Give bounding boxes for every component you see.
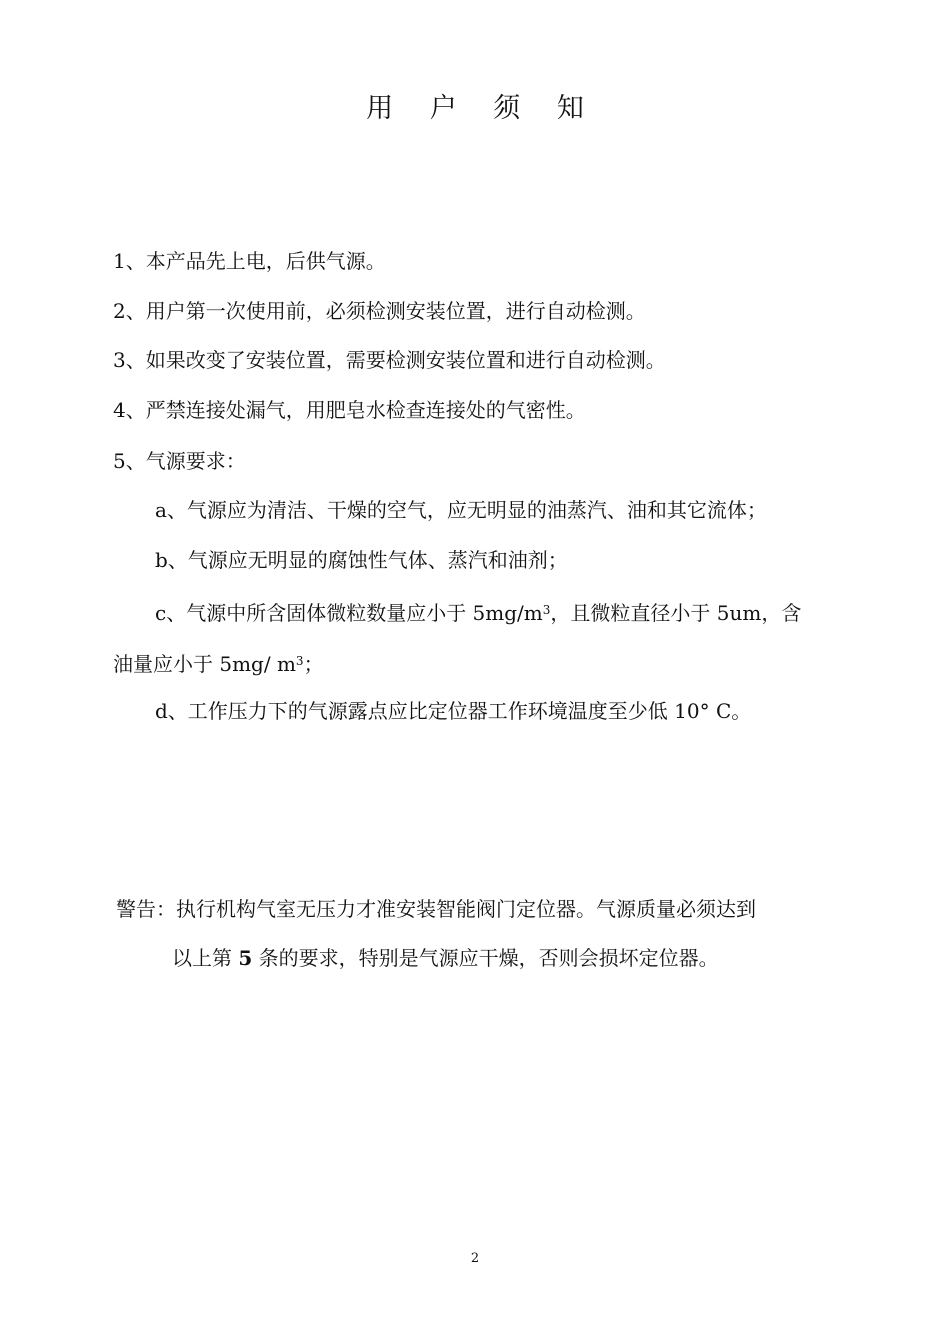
warning-text-2: 条的要求，特别是气源应干燥，否则会损坏定位器。 (252, 946, 719, 970)
page-number: 2 (470, 1251, 480, 1266)
requirement-b: b、气源应无明显的腐蚀性气体、蒸汽和油剂； (155, 548, 568, 572)
requirement-c-text-4: ； (303, 652, 324, 676)
page-title: 用 户 须 知 (366, 93, 598, 124)
requirement-c-text-3: 油量应小于 5mg/ m (113, 652, 296, 676)
notice-item-4: 4、严禁连接处漏气，用肥皂水检查连接处的气密性。 (113, 398, 586, 422)
warning-clause-number: 5 (238, 946, 253, 970)
warning-line-2 (172, 944, 719, 972)
requirement-a: a、气源应为清洁、干燥的空气，应无明显的油蒸汽、油和其它流体； (155, 498, 767, 522)
requirement-c-line1 (155, 596, 801, 627)
notice-item-1: 1、本产品先上电，后供气源。 (113, 249, 386, 273)
notice-item-5: 5、气源要求： (113, 449, 246, 473)
superscript-3: 3 (295, 654, 304, 668)
requirement-d: d、工作压力下的气源露点应比定位器工作环境温度至少低 10° C。 (155, 699, 752, 723)
requirement-c-text-1: c、气源中所含固体微粒数量应小于 5mg/m (155, 601, 543, 625)
requirement-c-line2 (113, 647, 324, 678)
superscript-3: 3 (542, 603, 551, 617)
warning-text-1: 以上第 (172, 946, 239, 970)
notice-item-2: 2、用户第一次使用前，必须检测安装位置，进行自动检测。 (113, 299, 646, 323)
warning-line-1: 警告：执行机构气室无压力才准安装智能阀门定位器。气源质量必须达到 (116, 897, 756, 921)
requirement-c-text-2: ，且微粒直径小于 5um，含 (550, 601, 802, 625)
notice-item-3: 3、如果改变了安装位置，需要检测安装位置和进行自动检测。 (113, 348, 666, 372)
